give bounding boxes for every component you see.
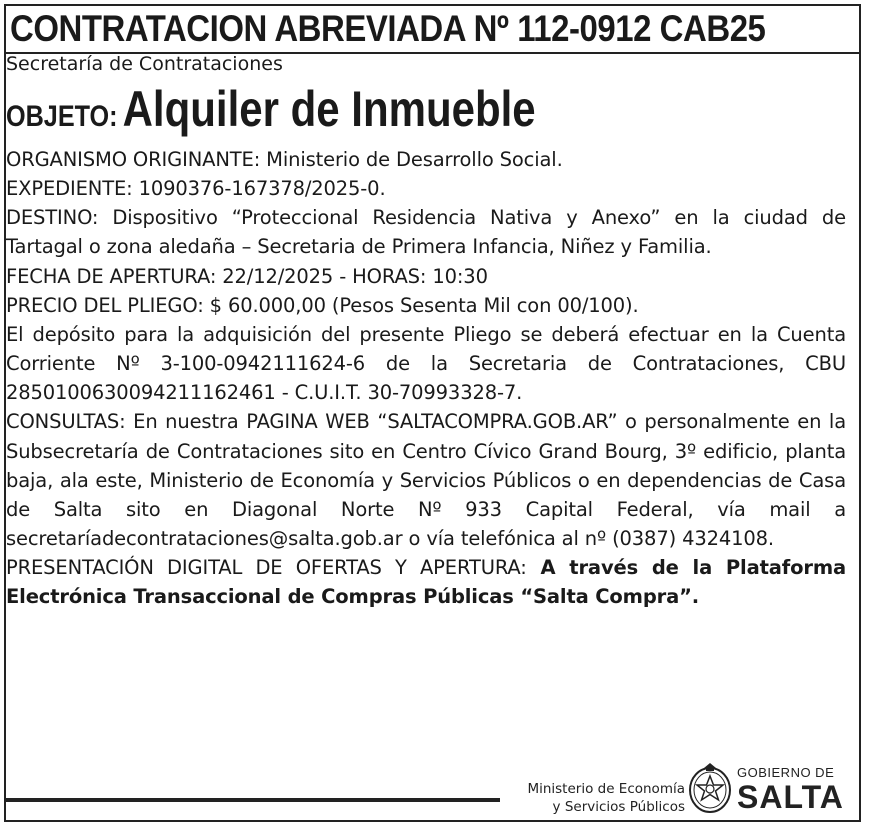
presentacion-paragraph — [6, 553, 846, 611]
ministry-line-1: Ministerio de Economía — [527, 781, 685, 797]
organismo-line — [6, 145, 846, 174]
organismo-value: Ministerio de Desarrollo Social. — [260, 148, 563, 171]
deposito-paragraph: El depósito para la adquisición del presente Pliego se deberá efectuar en la Cuenta Corriente Nº 3-100-0942111624-6 de la Secretaria de Contrataciones, CBU 2850100630094211162461 - C.U.I.T. 30-70993328-7. — [6, 322, 846, 405]
objeto-value: Alquiler de Inmueble — [122, 81, 536, 137]
department-name: Secretaría de Contrataciones — [6, 53, 283, 75]
footer-divider — [6, 798, 500, 802]
expediente-line: EXPEDIENTE: 1090376-167378/2025-0. — [6, 177, 386, 201]
objeto-heading — [6, 80, 536, 138]
organismo-label: ORGANISMO ORIGINANTE: — [6, 148, 261, 171]
presentacion-label: PRESENTACIÓN DIGITAL DE OFERTAS Y APERTURA: — [6, 556, 527, 580]
objeto-label: OBJETO: — [6, 100, 118, 133]
fecha-apertura-line: FECHA DE APERTURA: 22/12/2025 - HORAS: 10:30 — [6, 264, 488, 288]
notice-title: CONTRATACION ABREVIADA Nº 112-0912 CAB25 — [10, 8, 766, 49]
ministry-name — [505, 780, 685, 816]
precio-pliego-line: PRECIO DEL PLIEGO: $ 60.000,00 (Pesos Sesenta Mil con 00/100). — [6, 293, 639, 317]
presentacion-value: A través de la Plataforma Electrónica Transaccional de Compras Públicas “Salta Compra”. — [6, 556, 846, 609]
notice-body — [6, 145, 846, 612]
government-logo-top: GOBIERNO DE — [737, 765, 835, 780]
consultas-paragraph: CONSULTAS: En nuestra PAGINA WEB “SALTACOMPRA.GOB.AR” o personalmente en la Subsecretaría de Contrataciones sito en Centro Cívico Grand Bourg, 3º edificio, planta baja, ala este, Ministerio de Economía y Servicios Públicos o en dependencias de Casa de Salta sito en Diagonal Norte Nº 933 Capital Federal, vía mail a secretaríadecontrataciones@salta.gob.ar o vía telefónica al nº (0387) 4324108. — [6, 410, 846, 551]
government-logo-name: SALTA — [737, 779, 844, 815]
ministry-line-2: y Servicios Públicos — [552, 799, 685, 815]
destino-paragraph: DESTINO: Dispositivo “Proteccional Residencia Nativa y Anexo” en la ciudad de Tartagal o zona aledaña – Secretaria de Primera Infancia, Niñez y Familia. — [6, 206, 846, 259]
salta-coat-of-arms-icon — [687, 760, 733, 816]
government-logo — [737, 765, 844, 814]
title-bar — [6, 6, 859, 54]
